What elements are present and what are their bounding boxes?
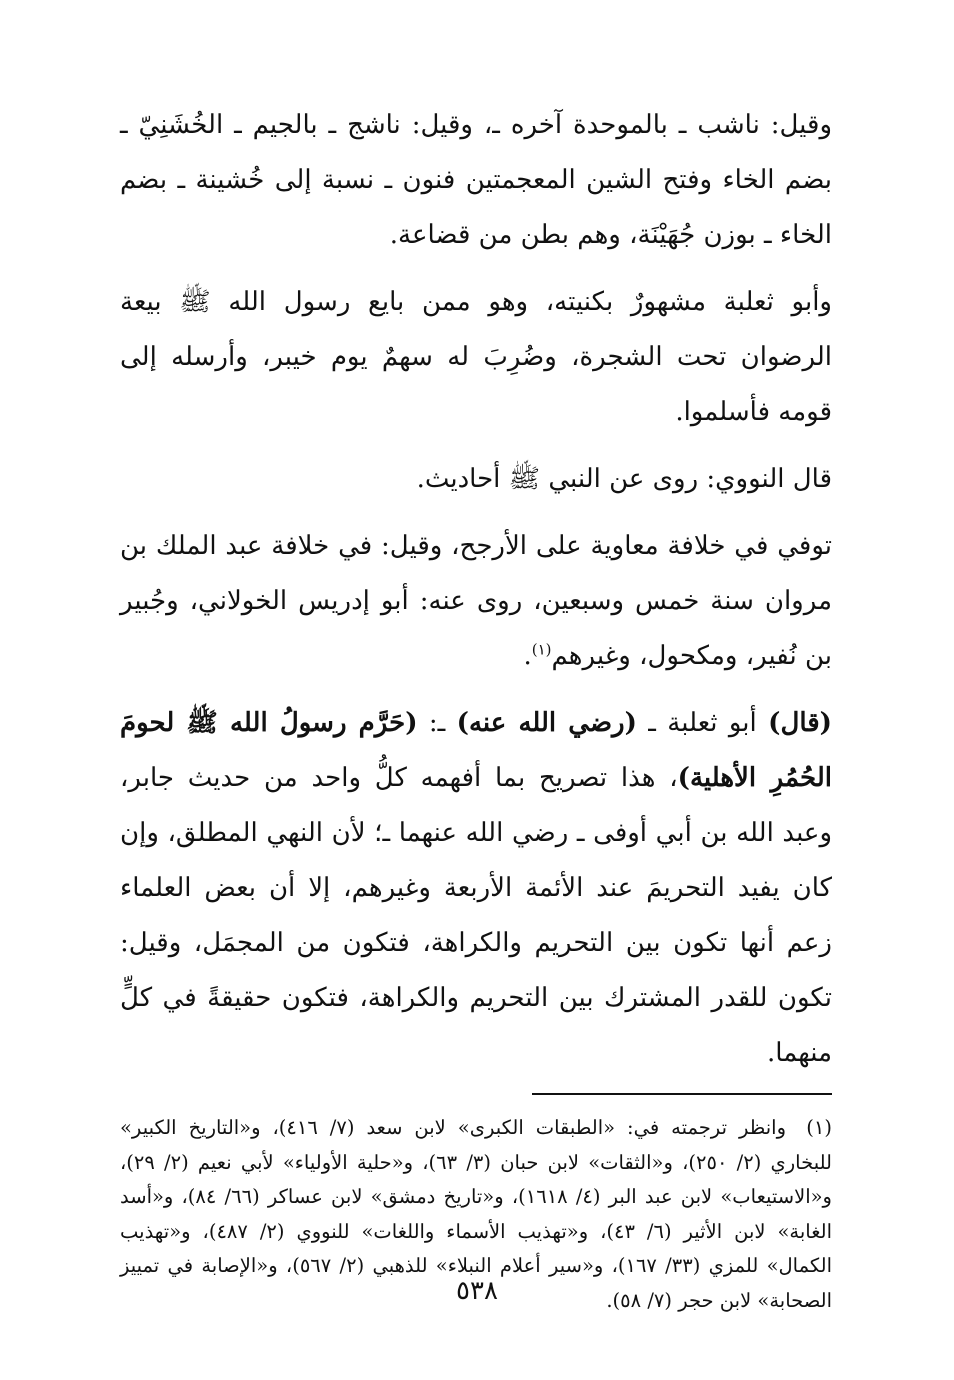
commentary-hadith-quote: (حَرَّم رسولُ الله ﷺ لحومَ الحُمُرِ الأهلية) bbox=[120, 708, 832, 793]
footnote-number: (١) bbox=[806, 1116, 832, 1139]
commentary-text-1: أبو ثعلبة ـ bbox=[636, 708, 769, 738]
paragraph-commentary bbox=[120, 696, 832, 1081]
paragraph-death: توفي في خلافة معاوية على الأرجح، وقيل: في خلافة عبد الملك بن مروان سنة خمس وسبعين، روى عنه: أبو إدريس الخولاني، وجُبير بن نُفير، ومكحول، وغيرهم$^{(١)}$. bbox=[120, 531, 832, 671]
footnote-text: وانظر ترجمته في: «الطبقات الكبرى» لابن سعد (٧/ ٤١٦)، و«التاريخ الكبير» للبخاري (٢/ ٢٥٠)، و«الثقات» لابن حبان (٣/ ٦٣)، و«حلية الأولياء» لأبي نعيم (٢/ ٢٩)، و«الاستيعاب» لابن عبد البر (٤/ ١٦١٨)، و«تاريخ دمشق» لابن عساكر (٦٦/ ٨٤)، و«أسد الغابة» لابن الأثير (٦/ ٤٣)، و«تهذيب الأسماء واللغات» للنووي (٢/ ٤٨٧)، و«تهذيب الكمال» للمزي (٣٣/ ١٦٧)، و«سير أعلام النبلاء» للذهبي (٢/ ٥٦٧)، و«الإصابة في تمييز الصحابة» لابن حجر (٧/ ٥٨). bbox=[120, 1116, 833, 1312]
paragraph-nawawi: قال النووي: روى عن النبي ﷺ أحاديث. bbox=[416, 464, 832, 494]
page-number: ٥٣٨ bbox=[456, 1276, 498, 1306]
death-text: توفي في خلافة معاوية على الأرجح، وقيل: في خلافة عبد الملك بن مروان سنة خمس وسبعين، روى عنه: أبو إدريس الخولاني، وجُبير بن نُفير، ومكحول، وغيرهم bbox=[120, 531, 832, 671]
commentary-lead: (قال) bbox=[768, 708, 832, 738]
commentary-honorific: (رضي الله عنه) bbox=[456, 708, 637, 738]
paragraph-biography: وأبو ثعلبة مشهورٌ بكنيته، وهو ممن بايع رسول الله ﷺ بيعة الرضوان تحت الشجرة، وضُرِبَ له سهمٌ يوم خيبر، وأرسله إلى قومه فأسلموا. bbox=[120, 287, 832, 427]
commentary-text-2: ـ: bbox=[417, 708, 457, 738]
paragraph-names: وقيل: ناشب ـ بالموحدة آخره ـ، وقيل: ناشج ـ بالجيم ـ الخُشَنِيّ ـ بضم الخاء وفتح الشين المعجمتين فنون ـ نسبة إلى خُشينة ـ بضم الخاء ـ بوزن جُهَيْنَة، وهم بطن من قضاعة. bbox=[120, 110, 832, 250]
footnote-divider bbox=[532, 1093, 832, 1095]
commentary-text-3: ، هذا تصريح بما أفهمه كلُّ واحد من حديث جابر، وعبد الله بن أبي أوفى ـ رضي الله عنهما ـ؛ لأن النهي المطلق، وإن كان يفيد التحريمَ عند الأئمة الأربعة وغيرهم، إلا أن بعض العلماء زعم أنها تكون بين التحريم والكراهة، فتكون من المجمَل، وقيل: تكون للقدر المشترك بين التحريم والكراهة، فتكون حقيقةً في كلٍّ منهما. bbox=[120, 763, 832, 1068]
main-text bbox=[120, 98, 832, 1081]
footnote-reference: (١) bbox=[531, 640, 552, 659]
